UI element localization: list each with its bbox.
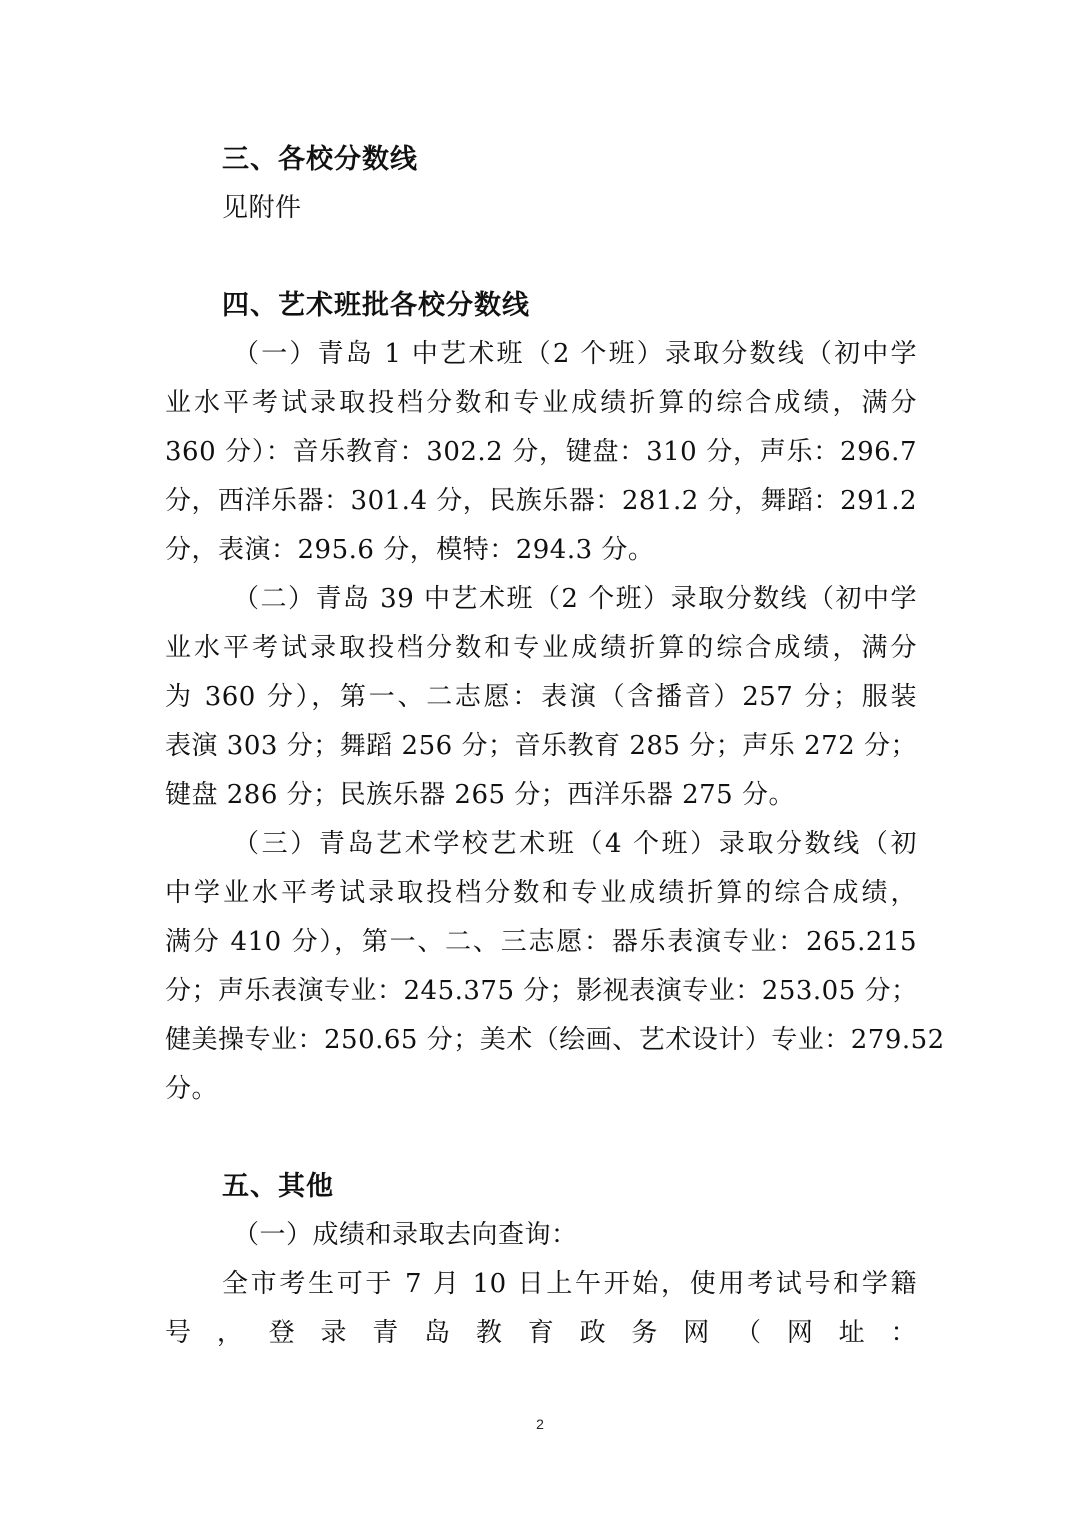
- spacer: [165, 1114, 917, 1162]
- text-line: 表演 303 分；舞蹈 256 分；音乐教育 285 分；声乐 272 分；: [165, 731, 917, 761]
- text-line: 业水平考试录取投档分数和专业成绩折算的综合成绩，满分: [165, 633, 917, 663]
- text-line: 分，西洋乐器：301.4 分，民族乐器：281.2 分，舞蹈：291.2: [165, 486, 917, 516]
- subheading-score-query: [165, 1211, 917, 1260]
- text-line: 分；声乐表演专业：245.375 分；影视表演专业：253.05 分；: [165, 976, 918, 1006]
- text-line: 全市考生可于 7 月 10 日上午开始，使用考试号和学籍: [222, 1269, 917, 1299]
- paragraph-qingdao-no1: [165, 330, 917, 575]
- text-line: （三）青岛艺术学校艺术班（4 个班）录取分数线（初: [233, 829, 917, 859]
- text-line: 分，表演：295.6 分，模特：294.3 分。: [165, 535, 655, 565]
- text-line: 中学业水平考试录取投档分数和专业成绩折算的综合成绩，: [165, 878, 917, 908]
- text-line: 为 360 分），第一、二志愿：表演（含播音）257 分；服装: [165, 682, 917, 712]
- paragraph-qingdao-art-school: [165, 820, 945, 1114]
- section-heading-5: 五、其他: [222, 1171, 334, 1202]
- text-line: 健美操专业：250.65 分；美术（绘画、艺术设计）专业：279.52: [165, 1025, 945, 1055]
- text-line: （一）青岛 1 中艺术班（2 个班）录取分数线（初中学: [233, 339, 917, 369]
- text-line: （一）成绩和录取去向查询：: [233, 1220, 578, 1250]
- paragraph-qingdao-no39: [165, 575, 917, 820]
- text-line: 满分 410 分），第一、二、三志愿：器乐表演专业：265.215: [165, 927, 917, 957]
- page-number: 2: [536, 1416, 544, 1432]
- paragraph-query-instructions: [165, 1260, 917, 1358]
- text-line: 键盘 286 分；民族乐器 265 分；西洋乐器 275 分。: [165, 780, 795, 810]
- text-line: （二）青岛 39 中艺术班（2 个班）录取分数线（初中学: [233, 584, 917, 614]
- text-line: 业水平考试录取投档分数和专业成绩折算的综合成绩，满分: [165, 388, 917, 418]
- section-heading-4: 四、艺术班批各校分数线: [222, 290, 530, 321]
- spacer: [165, 233, 917, 281]
- text-line: 号，登录青岛教育政务网（网址：: [165, 1318, 917, 1348]
- text-line: 分。: [165, 1074, 219, 1104]
- document-content: [165, 135, 945, 1358]
- text-line: 360 分）：音乐教育：302.2 分，键盘：310 分，声乐：296.7: [165, 437, 917, 467]
- section-3-body: 见附件: [222, 193, 302, 223]
- section-heading-3: 三、各校分数线: [222, 144, 418, 175]
